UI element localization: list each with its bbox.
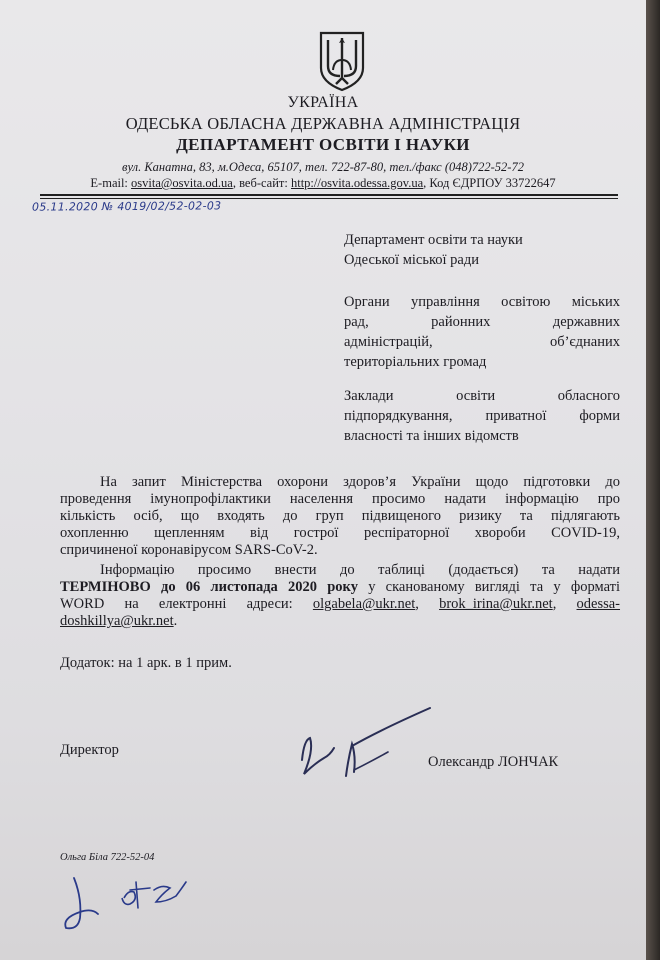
body-end: . <box>173 613 178 629</box>
body-line: проведення імунопрофілактики населення просимо надати інформацію про <box>60 491 620 507</box>
website-label: , веб-сайт: <box>232 176 291 190</box>
recipient-block-education-authorities <box>344 292 620 372</box>
recipient-block-educational-institutions <box>344 386 620 446</box>
country-name: УКРАЇНА <box>287 94 359 111</box>
letterhead-divider <box>40 194 618 196</box>
letterhead-divider-thin <box>40 198 618 199</box>
body-line: кількість осіб, що входять до груп підвищеного ризику та підлягають <box>60 508 620 524</box>
edrpou-code: 33722647 <box>505 176 556 190</box>
body-line: Інформацію просимо внести до таблиці (додається) та надати <box>100 562 620 578</box>
email-link-brok-irina[interactable]: brok_irina@ukr.net <box>439 596 553 612</box>
body-line: охопленню щепленням від гострої респіраторної хвороби COVID-19, <box>60 525 620 541</box>
department-website-link[interactable]: http://osvita.odessa.gov.ua <box>290 176 424 190</box>
email-separator: , <box>552 596 577 612</box>
recipient-line: власності та інших відомств <box>344 428 519 444</box>
desk-background-edge <box>646 0 660 960</box>
department-contacts <box>0 176 646 191</box>
recipient-line: рад, районних державних <box>344 314 620 330</box>
body-line <box>60 579 620 596</box>
recipient-line: Департамент освіти та науки <box>344 232 523 248</box>
recipient-line: Заклади освіти обласного <box>344 388 620 404</box>
recipient-line: адміністрацій, об’єднаних <box>344 334 620 350</box>
director-signature <box>290 700 440 790</box>
emails-intro: WORD на електронні адреси: <box>60 596 313 612</box>
email-link-olgabela[interactable]: olgabela@ukr.net <box>312 596 416 612</box>
deadline-text: ТЕРМІНОВО до 06 листопада 2020 року <box>60 579 358 595</box>
email-separator: , <box>415 596 440 612</box>
recipient-line: підпорядкування, приватної форми <box>344 408 620 424</box>
recipient-line: територіальних громад <box>344 354 487 370</box>
body-line <box>60 596 620 613</box>
handwritten-initials <box>58 868 198 938</box>
department-email-link[interactable]: osvita@osvita.od.ua <box>131 176 233 190</box>
body-paragraph-deadline <box>60 562 620 630</box>
email-label: E-mail: <box>90 176 132 190</box>
body-line: спричиненої коронавірусом SARS-CoV-2. <box>60 542 318 558</box>
body-line-rest: у сканованому вигляді та у форматі <box>357 579 621 595</box>
department-address: вул. Канатна, 83, м.Одеса, 65107, тел. 722-87-80, тел./факс (048)722-52-72 <box>122 160 524 174</box>
attachment-note: Додаток: на 1 арк. в 1 прим. <box>60 655 232 671</box>
body-line: На запит Міністерства охорони здоров’я України щодо підготовки до <box>100 474 620 490</box>
recipient-line: Одеської міської ради <box>344 252 480 268</box>
email-link-odessa-doshkillya-part1[interactable]: odessa- <box>576 596 621 612</box>
signatory-name: Олександр ЛОНЧАК <box>428 754 559 770</box>
administration-name: ОДЕСЬКА ОБЛАСНА ДЕРЖАВНА АДМІНІСТРАЦІЯ <box>125 114 521 133</box>
recipient-block-city-department <box>344 230 620 270</box>
edrpou-label: , Код ЄДРПОУ <box>423 176 506 190</box>
body-paragraph-request <box>60 474 620 559</box>
email-link-odessa-doshkillya-part2[interactable]: doshkillya@ukr.net <box>60 613 174 629</box>
signatory-title: Директор <box>60 742 119 758</box>
tryzub-icon <box>318 30 366 92</box>
recipient-line: Органи управління освітою міських <box>344 294 620 310</box>
department-name: ДЕПАРТАМЕНТ ОСВІТИ І НАУКИ <box>176 135 470 154</box>
body-line <box>60 613 620 630</box>
registration-number: 05.11.2020 № 4019/02/52-02-03 <box>31 199 222 214</box>
executor-contact: Ольга Біла 722-52-04 <box>60 852 155 863</box>
